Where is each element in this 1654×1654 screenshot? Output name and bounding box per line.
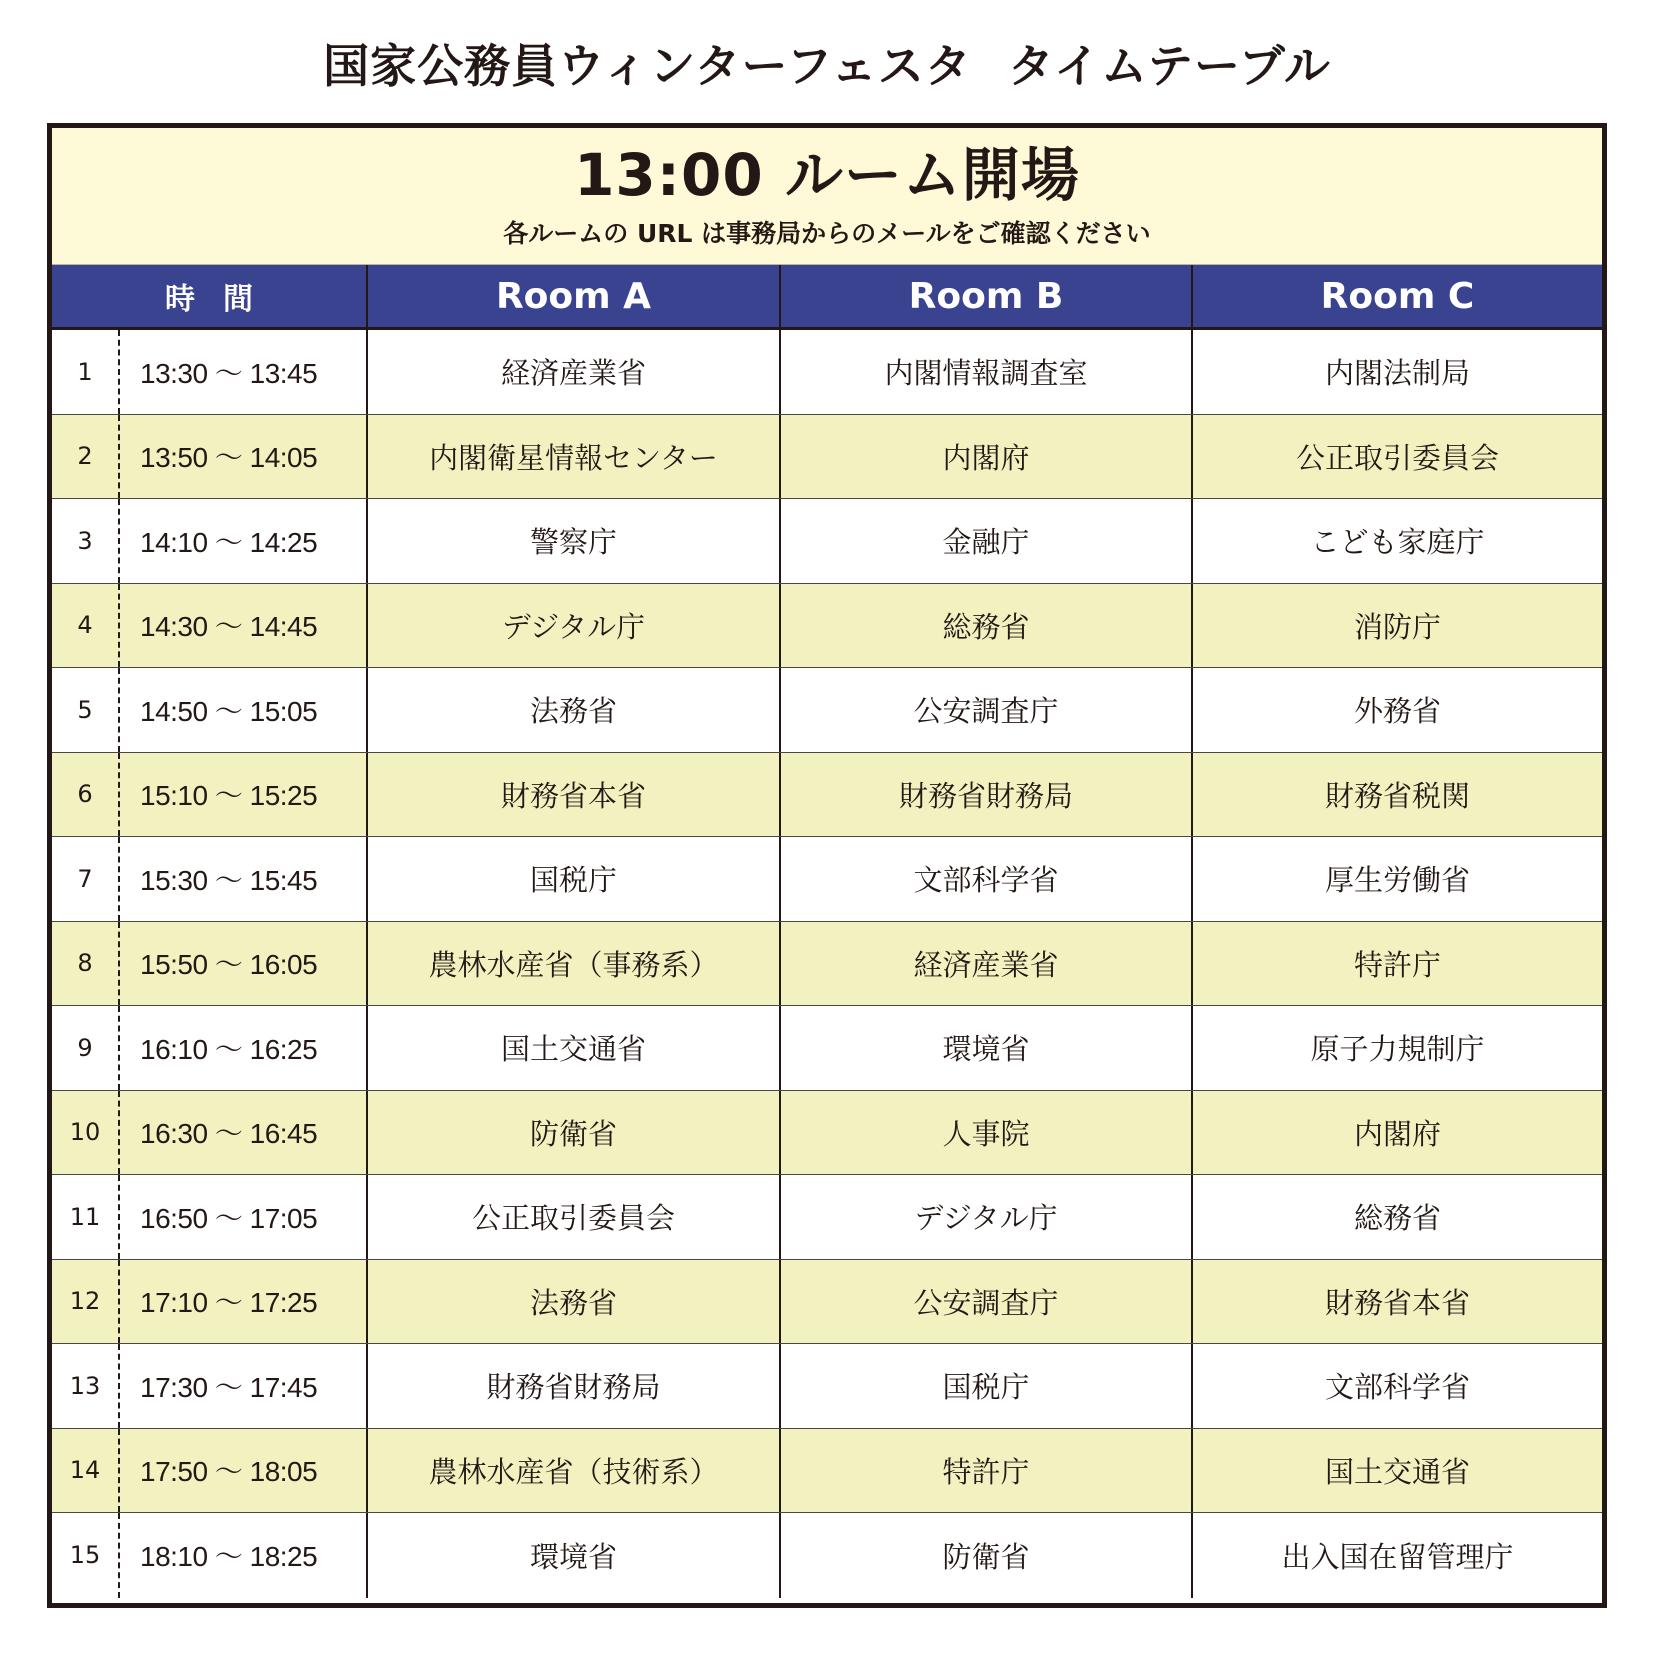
room-c-agency: 公正取引委員会 [1191,415,1602,499]
room-a-agency: 環境省 [366,1513,779,1598]
room-a-agency: 農林水産省（技術系） [366,1429,779,1513]
timetable-frame [47,123,1607,1608]
room-c-agency: 総務省 [1191,1175,1602,1259]
room-c-agency: 内閣法制局 [1191,330,1602,414]
room-a-agency: 国土交通省 [366,1006,779,1090]
header-time: 時間 [165,282,281,317]
slot-number: 8 [52,922,120,1006]
slot-time: 17:50 〜 18:05 [140,1456,318,1488]
room-b-agency: 金融庁 [779,499,1191,583]
room-b-agency: 特許庁 [779,1429,1191,1513]
slot-number: 6 [52,753,120,837]
slot-time: 14:10 〜 14:25 [140,526,318,558]
opening-time-title: 13:00 ルーム開場 [574,141,1080,209]
table-row [52,922,1602,1007]
table-row [52,1513,1602,1598]
table-row [52,1429,1602,1514]
slot-time: 17:10 〜 17:25 [140,1287,318,1319]
room-b-agency: 内閣府 [779,415,1191,499]
room-b-agency: 内閣情報調査室 [779,330,1191,414]
table-row [52,753,1602,838]
room-b-agency: 経済産業省 [779,922,1191,1006]
slot-number: 10 [52,1091,120,1175]
room-b-agency: 文部科学省 [779,837,1191,921]
room-b-agency: 財務省財務局 [779,753,1191,837]
table-row [52,584,1602,669]
header-room-c: Room C [1191,265,1602,327]
room-a-agency: 防衛省 [366,1091,779,1175]
slot-number: 15 [52,1513,120,1598]
room-b-agency: 人事院 [779,1091,1191,1175]
document-title [0,30,1654,96]
table-row [52,1175,1602,1260]
table-row [52,415,1602,500]
slot-number: 7 [52,837,120,921]
room-c-agency: 外務省 [1191,668,1602,752]
table-row [52,668,1602,753]
room-c-agency: 厚生労働省 [1191,837,1602,921]
table-row [52,1344,1602,1429]
opening-banner [52,128,1602,265]
room-c-agency: 財務省税関 [1191,753,1602,837]
room-a-agency: 財務省財務局 [366,1344,779,1428]
slot-number: 9 [52,1006,120,1090]
slot-time: 14:30 〜 14:45 [140,611,318,643]
room-c-agency: 原子力規制庁 [1191,1006,1602,1090]
room-b-agency: 公安調査庁 [779,668,1191,752]
room-a-agency: 国税庁 [366,837,779,921]
room-c-agency: 国土交通省 [1191,1429,1602,1513]
slot-time: 18:10 〜 18:25 [140,1541,318,1573]
document-title-sub: タイムテーブル [1007,39,1331,93]
room-a-agency: 経済産業省 [366,330,779,414]
table-row [52,1006,1602,1091]
slot-number: 11 [52,1175,120,1259]
room-c-agency: 消防庁 [1191,584,1602,668]
room-a-agency: 公正取引委員会 [366,1175,779,1259]
slot-number: 12 [52,1260,120,1344]
slot-number: 4 [52,584,120,668]
room-b-agency: 国税庁 [779,1344,1191,1428]
room-b-agency: デジタル庁 [779,1175,1191,1259]
room-c-agency: 出入国在留管理庁 [1191,1513,1602,1598]
slot-number: 13 [52,1344,120,1428]
room-c-agency: 特許庁 [1191,922,1602,1006]
room-b-agency: 防衛省 [779,1513,1191,1598]
room-c-agency: 内閣府 [1191,1091,1602,1175]
room-a-agency: デジタル庁 [366,584,779,668]
table-row [52,330,1602,415]
table-row [52,1260,1602,1345]
slot-time: 16:30 〜 16:45 [140,1118,318,1150]
slot-number: 14 [52,1429,120,1513]
room-a-agency: 警察庁 [366,499,779,583]
room-b-agency: 環境省 [779,1006,1191,1090]
slot-time: 14:50 〜 15:05 [140,695,318,727]
room-a-agency: 財務省本省 [366,753,779,837]
header-room-a: Room A [366,265,779,327]
slot-time: 13:50 〜 14:05 [140,442,318,474]
slot-time: 16:10 〜 16:25 [140,1033,318,1065]
table-row [52,1091,1602,1176]
slot-time: 15:50 〜 16:05 [140,949,318,981]
room-a-agency: 農林水産省（事務系） [366,922,779,1006]
slot-time: 15:30 〜 15:45 [140,864,318,896]
url-notice: 各ルームの URL は事務局からのメールをご確認ください [503,219,1151,248]
room-a-agency: 法務省 [366,1260,779,1344]
room-b-agency: 総務省 [779,584,1191,668]
slot-number: 2 [52,415,120,499]
room-c-agency: こども家庭庁 [1191,499,1602,583]
document-title-main: 国家公務員ウィンターフェスタ [323,39,972,93]
slot-number: 5 [52,668,120,752]
slot-time: 16:50 〜 17:05 [140,1202,318,1234]
slot-number: 3 [52,499,120,583]
table-body [52,330,1602,1603]
room-a-agency: 内閣衛星情報センター [366,415,779,499]
room-c-agency: 文部科学省 [1191,1344,1602,1428]
room-b-agency: 公安調査庁 [779,1260,1191,1344]
table-header [52,265,1602,330]
slot-time: 17:30 〜 17:45 [140,1371,318,1403]
room-c-agency: 財務省本省 [1191,1260,1602,1344]
slot-time: 13:30 〜 13:45 [140,357,318,389]
header-room-b: Room B [779,265,1191,327]
slot-time: 15:10 〜 15:25 [140,780,318,812]
slot-number: 1 [52,330,120,414]
table-row [52,837,1602,922]
room-a-agency: 法務省 [366,668,779,752]
table-row [52,499,1602,584]
